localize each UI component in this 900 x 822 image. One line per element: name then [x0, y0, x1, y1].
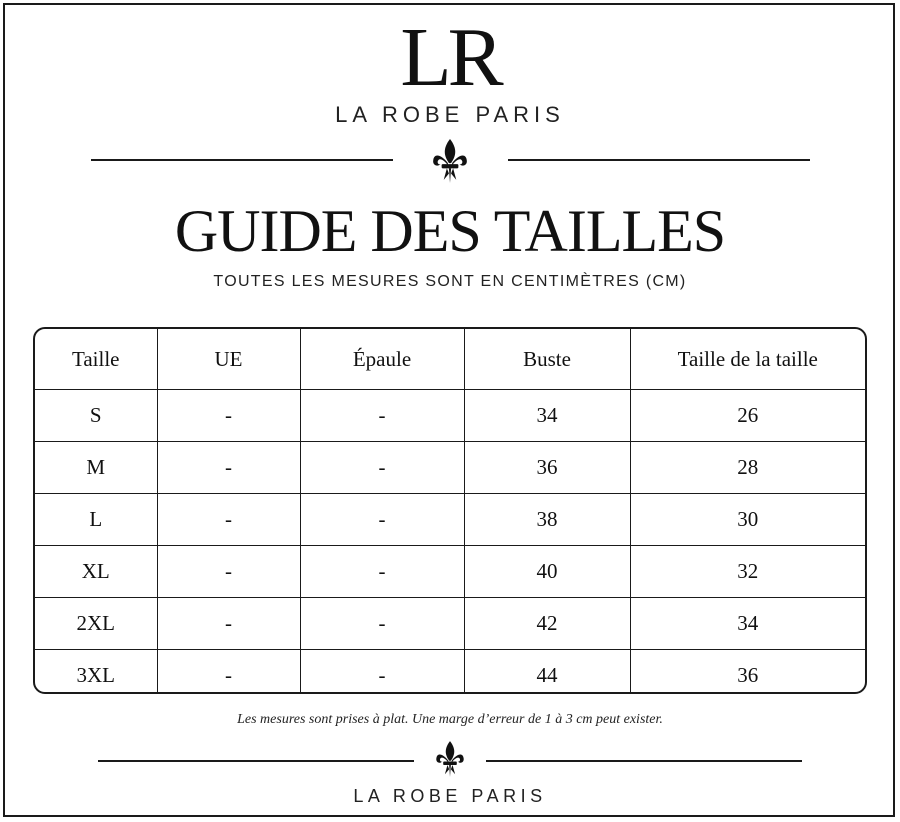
- table-cell: -: [157, 546, 300, 598]
- table-row: [35, 546, 865, 598]
- table-row: [35, 390, 865, 442]
- table-cell: L: [35, 494, 157, 546]
- brand-name-top: LA ROBE PARIS: [335, 102, 565, 127]
- table-cell: -: [300, 598, 464, 650]
- column-header: Taille de la taille: [630, 329, 865, 390]
- table-cell: -: [300, 546, 464, 598]
- brand-monogram: LR: [400, 11, 500, 104]
- column-header: UE: [157, 329, 300, 390]
- table-cell: 34: [630, 598, 865, 650]
- table-cell: -: [300, 390, 464, 442]
- divider-line-left: [91, 159, 393, 161]
- table-cell: S: [35, 390, 157, 442]
- table-cell: 2XL: [35, 598, 157, 650]
- table-cell: -: [157, 494, 300, 546]
- page-subtitle: TOUTES LES MESURES SONT EN CENTIMÈTRES (CM): [213, 273, 687, 290]
- table-cell: -: [157, 442, 300, 494]
- column-header: Buste: [464, 329, 630, 390]
- table-cell: 26: [630, 390, 865, 442]
- fleur-de-lis-icon: [433, 740, 467, 778]
- column-header: Taille: [35, 329, 157, 390]
- table-cell: -: [157, 390, 300, 442]
- table-cell: -: [300, 442, 464, 494]
- table-cell: 44: [464, 650, 630, 695]
- table-cell: -: [157, 650, 300, 695]
- table-row: [35, 650, 865, 695]
- footer-divider-right: [486, 760, 802, 762]
- table-cell: XL: [35, 546, 157, 598]
- table-cell: -: [157, 598, 300, 650]
- table-cell: 30: [630, 494, 865, 546]
- table-cell: -: [300, 494, 464, 546]
- table-cell: 32: [630, 546, 865, 598]
- table-row: [35, 442, 865, 494]
- brand-name-bottom: LA ROBE PARIS: [353, 786, 547, 806]
- table-row: [35, 598, 865, 650]
- footer-divider-left: [98, 760, 414, 762]
- table-row: [35, 494, 865, 546]
- measurement-note: Les mesures sont prises à plat. Une marge d’erreur de 1 à 3 cm peut exister.: [237, 712, 663, 727]
- column-header: Épaule: [300, 329, 464, 390]
- size-table-container: [33, 327, 867, 694]
- table-cell: 3XL: [35, 650, 157, 695]
- table-cell: 36: [464, 442, 630, 494]
- table-cell: 38: [464, 494, 630, 546]
- page-title: GUIDE DES TAILLES: [174, 198, 726, 264]
- fleur-de-lis-icon: [428, 138, 472, 184]
- table-cell: 28: [630, 442, 865, 494]
- table-cell: 34: [464, 390, 630, 442]
- table-cell: M: [35, 442, 157, 494]
- divider-line-right: [508, 159, 810, 161]
- table-cell: -: [300, 650, 464, 695]
- size-table: [35, 329, 865, 694]
- table-cell: 40: [464, 546, 630, 598]
- table-cell: 36: [737, 663, 759, 687]
- table-cell: 42: [464, 598, 630, 650]
- table-header-row: [35, 329, 865, 390]
